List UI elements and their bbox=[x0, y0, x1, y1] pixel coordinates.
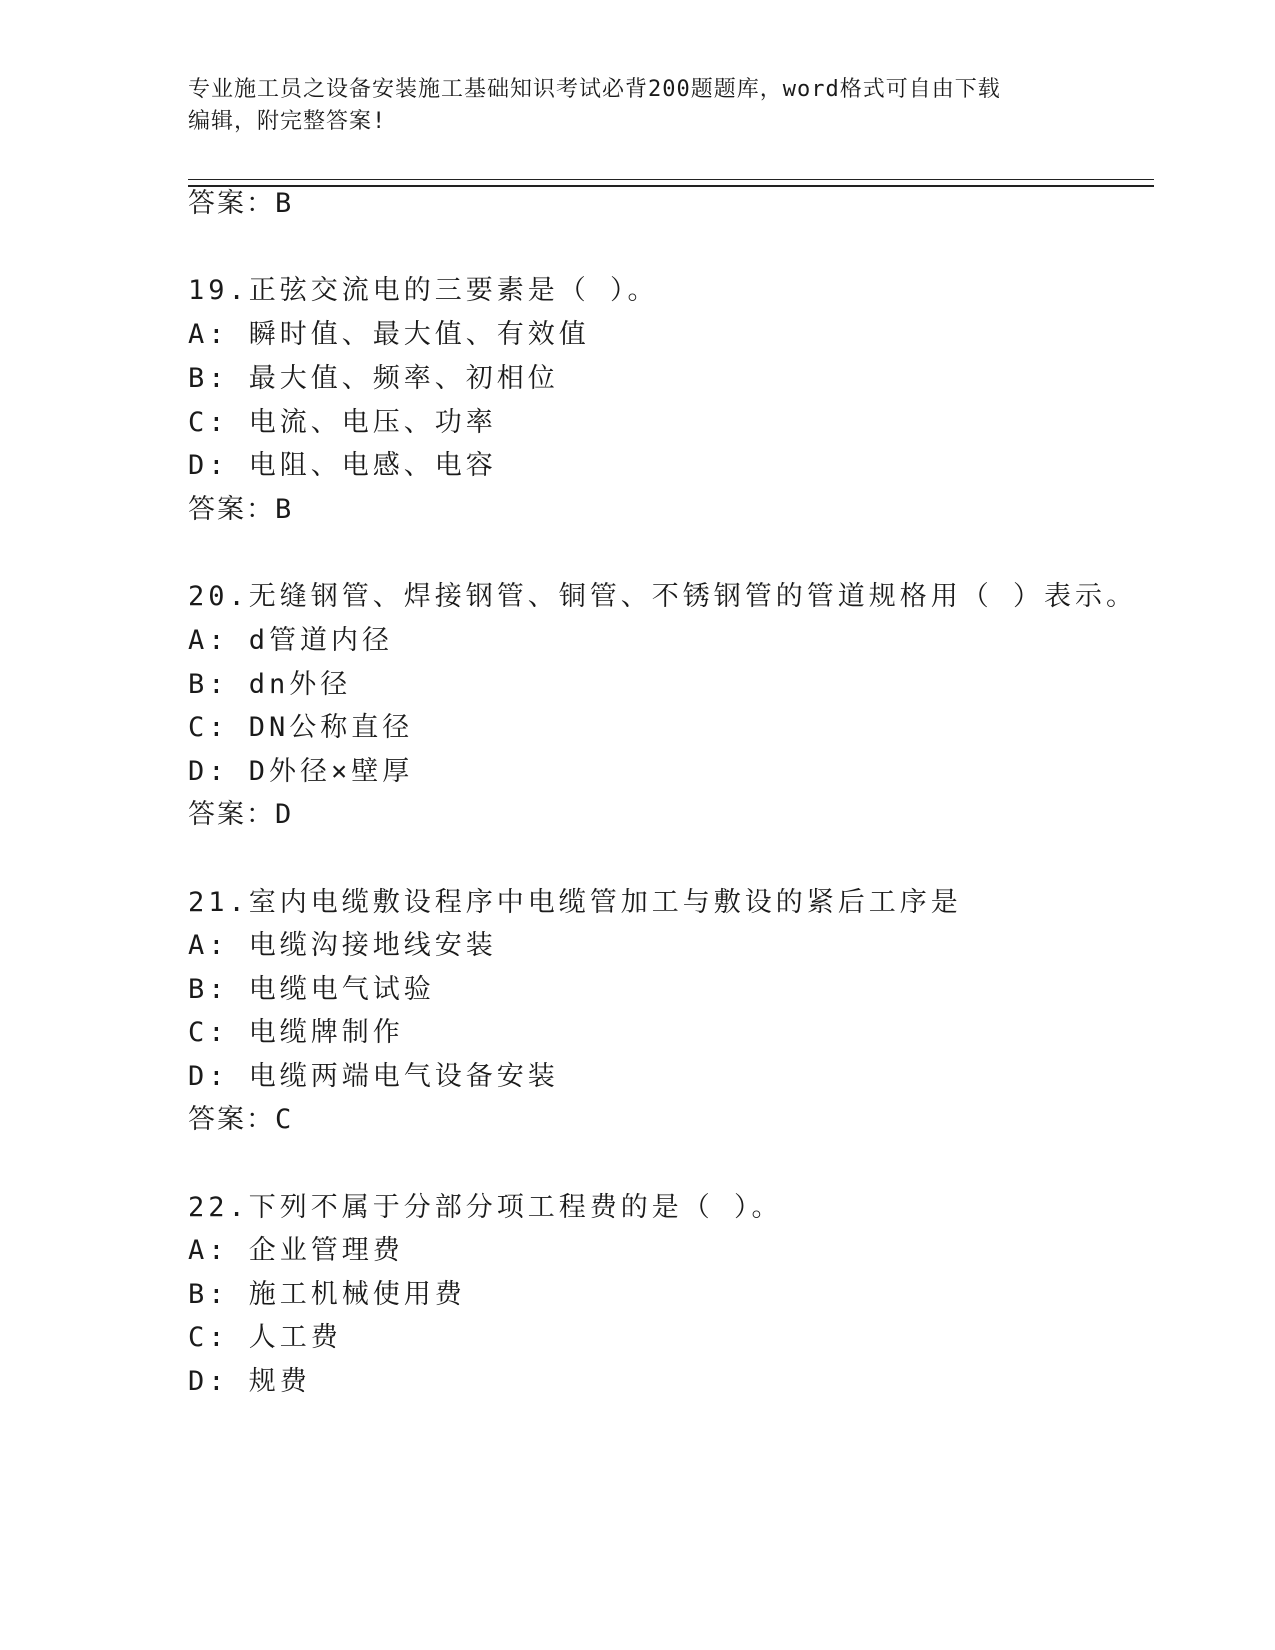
option-b: B: 施工机械使用费 bbox=[188, 1279, 466, 1310]
option-b: B: 电缆电气试验 bbox=[188, 974, 435, 1005]
option-d: D: 电阻、电感、电容 bbox=[188, 450, 497, 481]
option-c: C: 电缆牌制作 bbox=[188, 1017, 404, 1048]
question-stem: 19.正弦交流电的三要素是（ ）。 bbox=[188, 275, 659, 306]
option-b: B: dn外径 bbox=[188, 669, 352, 700]
option-c: C: 人工费 bbox=[188, 1322, 342, 1353]
question-stem: 22.下列不属于分部分项工程费的是（ ）。 bbox=[188, 1192, 783, 1223]
question-stem: 21.室内电缆敷设程序中电缆管加工与敷设的紧后工序是 bbox=[188, 887, 962, 918]
header-line-2: 编辑，附完整答案! bbox=[188, 109, 387, 134]
option-c: C: 电流、电压、功率 bbox=[188, 407, 497, 438]
answer-line: 答案：C bbox=[188, 1104, 294, 1135]
answer-line: 答案：B bbox=[188, 494, 294, 525]
option-a: A: d管道内径 bbox=[188, 625, 394, 656]
option-d: D: 规费 bbox=[188, 1366, 311, 1397]
option-b: B: 最大值、频率、初相位 bbox=[188, 363, 559, 394]
header-divider bbox=[188, 179, 1154, 187]
answer-line: 答案：B bbox=[188, 188, 294, 219]
option-a: A: 企业管理费 bbox=[188, 1235, 404, 1266]
answer-line: 答案：D bbox=[188, 799, 294, 830]
option-c: C: DN公称直径 bbox=[188, 712, 414, 743]
option-d: D: D外径×壁厚 bbox=[188, 756, 414, 787]
question-stem: 20.无缝钢管、焊接钢管、铜管、不锈钢管的管道规格用（ ）表示。 bbox=[188, 581, 1138, 612]
option-a: A: 瞬时值、最大值、有效值 bbox=[188, 319, 590, 350]
option-a: A: 电缆沟接地线安装 bbox=[188, 930, 497, 961]
option-d: D: 电缆两端电气设备安装 bbox=[188, 1061, 559, 1092]
header-line-1: 专业施工员之设备安装施工基础知识考试必背200题题库，word格式可自由下载 bbox=[188, 77, 1001, 102]
document-header bbox=[188, 74, 1088, 138]
